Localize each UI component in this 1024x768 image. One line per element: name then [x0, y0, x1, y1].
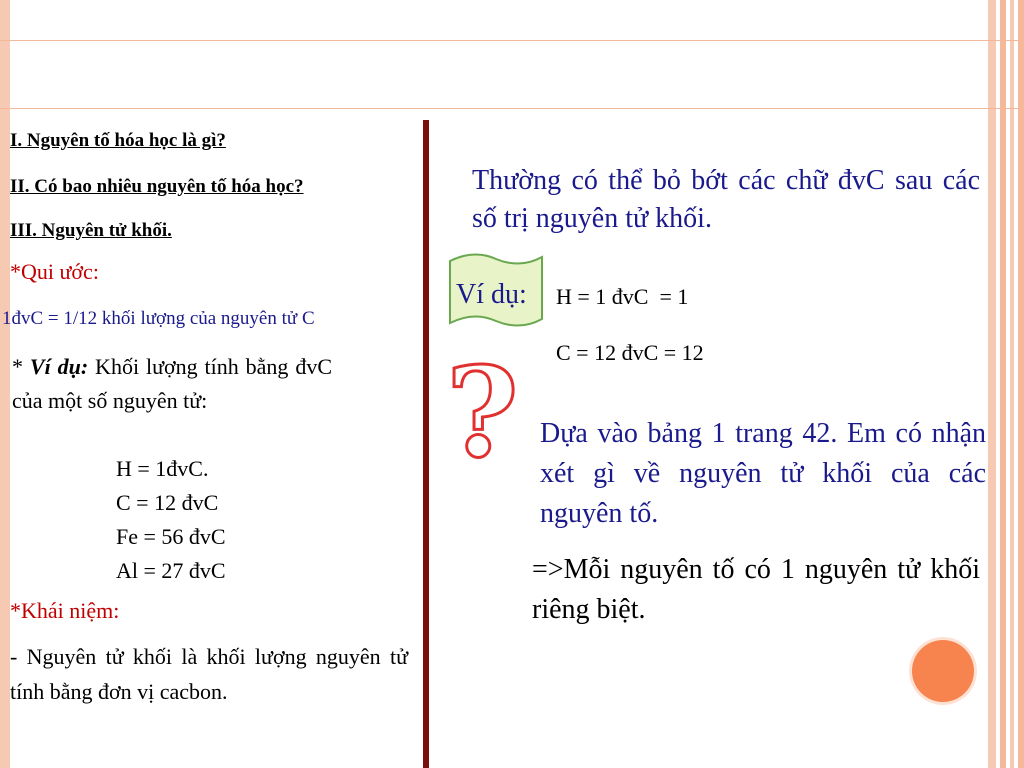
top-rule-2	[0, 108, 1024, 109]
right-example-label: Ví dụ:	[456, 279, 527, 310]
right-example-line: H = 1 đvC = 1	[556, 284, 689, 309]
left-example-label: Ví dụ:	[29, 354, 89, 379]
left-example-paragraph	[12, 350, 332, 418]
atomic-mass-item: C = 12 đvC	[116, 490, 219, 515]
heading-3: III. Nguyên tử khối.	[10, 220, 172, 241]
right-border-stripe-4	[1018, 0, 1024, 768]
left-example-star: *	[12, 354, 30, 379]
top-rule-1	[0, 40, 1024, 41]
khai-niem-label: *Khái niệm:	[10, 598, 120, 623]
atomic-mass-list	[116, 452, 226, 588]
right-border-stripe-1	[988, 0, 996, 768]
column-divider	[423, 120, 429, 768]
heading-1: I. Nguyên tố hóa học là gì?	[10, 130, 226, 151]
right-border-stripe-2	[1000, 0, 1006, 768]
heading-2: II. Có bao nhiêu nguyên tố hóa học?	[10, 176, 304, 197]
atomic-mass-item: Fe = 56 đvC	[116, 524, 226, 549]
right-conclusion: =>Mỗi nguyên tố có 1 nguyên tử khối riêng biệt.	[532, 554, 980, 625]
atomic-mass-item: H = 1đvC.	[116, 456, 209, 481]
atomic-mass-item: Al = 27 đvC	[116, 558, 226, 583]
qui-uoc-formula: 1đvC = 1/12 khối lượng của nguyên tử C	[2, 308, 315, 329]
right-note: Thường có thể bỏ bớt các chữ đvC sau các số trị nguyên tử khối.	[472, 165, 980, 234]
khai-niem-text: - Nguyên tử khối là khối lượng nguyên tử tính bằng đơn vị cacbon.	[10, 644, 408, 704]
qui-uoc-label: *Qui ước:	[10, 259, 99, 284]
right-example-line: C = 12 đvC = 12	[556, 340, 704, 365]
right-question: Dựa vào bảng 1 trang 42. Em có nhận xét gì về nguyên tử khối của các nguyên tố.	[540, 418, 986, 529]
right-border-stripe-3	[1010, 0, 1014, 768]
question-mark-icon: ?	[446, 341, 519, 486]
left-example-text: Khối lượng tính bằng đvC của một số nguyên tử:	[12, 354, 332, 413]
decorative-circle	[912, 640, 974, 702]
left-border-stripe	[0, 0, 10, 768]
